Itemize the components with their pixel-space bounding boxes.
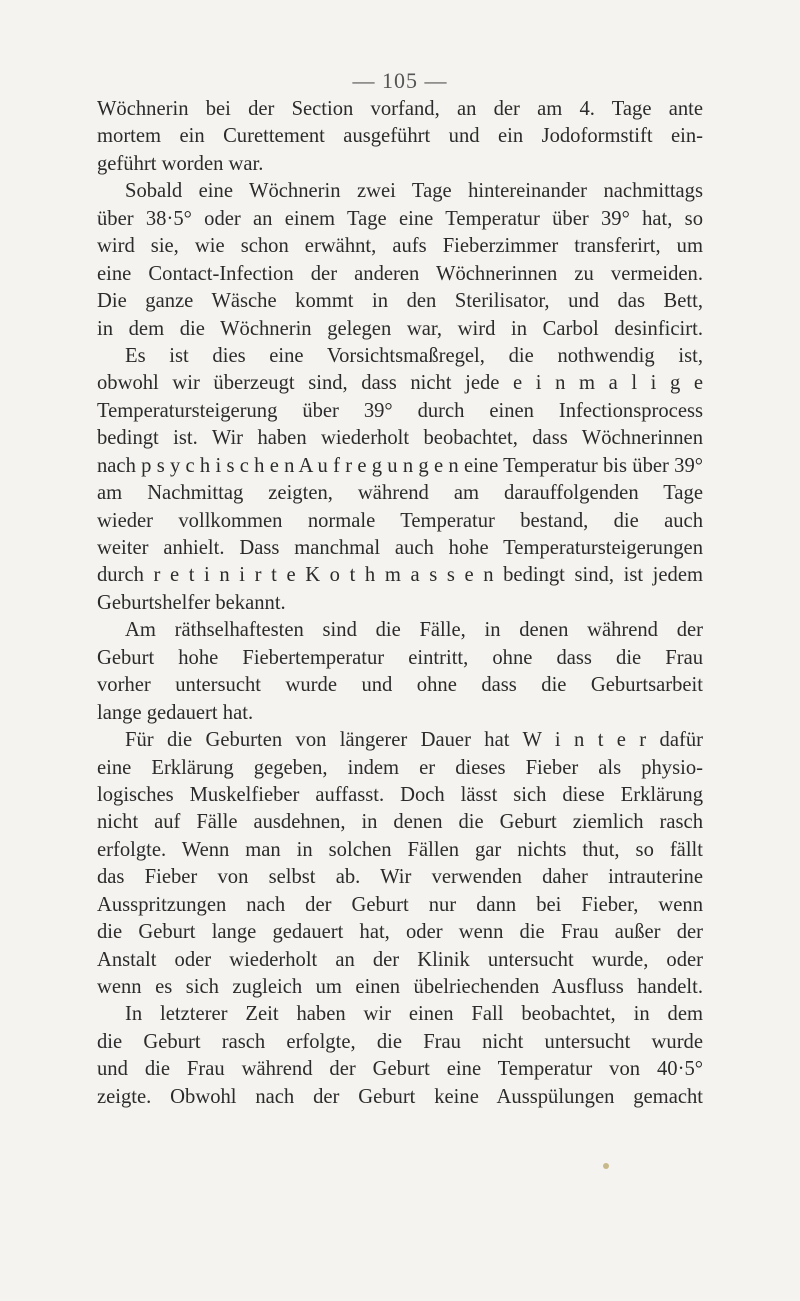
text-line: Wöchnerin bei der Section vorfand, an der am 4. Tage ante xyxy=(97,98,703,120)
text-line: erfolgte. Wenn man in solchen Fällen gar nichts thut, so fällt xyxy=(97,838,703,861)
text-line: Geburtshelfer bekannt. xyxy=(97,591,286,614)
text-line: die Geburt lange gedauert hat, oder wenn die Frau außer der xyxy=(97,921,703,944)
text-line: obwohl wir überzeugt sind, dass nicht jede e i n m a l i g e xyxy=(97,372,703,395)
text-line: Für die Geburten von längerer Dauer hat W i n t e r dafür xyxy=(125,729,703,752)
text-line: mortem ein Curettement ausgeführt und ein Jodoformstift ein- xyxy=(97,125,703,148)
text-line: Am räthselhaftesten sind die Fälle, in denen während der xyxy=(125,619,703,642)
text-line: vorher untersucht wurde und ohne dass die Geburtsarbeit xyxy=(97,674,703,697)
text-line: eine Contact-Infection der anderen Wöchnerinnen zu vermeiden. xyxy=(97,262,703,285)
text-line: das Fieber von selbst ab. Wir verwenden daher intrauterine xyxy=(97,866,703,889)
text-line: wieder vollkommen normale Temperatur bestand, die auch xyxy=(97,509,703,532)
text-line: Ausspritzungen nach der Geburt nur dann bei Fieber, wenn xyxy=(97,893,703,916)
text-line: Anstalt oder wiederholt an der Klinik untersucht wurde, oder xyxy=(97,948,703,971)
text-line: nach p s y c h i s c h e n A u f r e g u n g e n eine Temperatur bis über 39° xyxy=(97,454,703,477)
ink-speck xyxy=(603,1163,609,1169)
text-line: logisches Muskelfieber auffasst. Doch lässt sich diese Erklärung xyxy=(97,783,703,806)
text-line: weiter anhielt. Dass manchmal auch hohe Temperatursteigerungen xyxy=(97,537,703,559)
text-line: wenn es sich zugleich um einen übelriechenden Ausfluss handelt. xyxy=(97,976,703,998)
text-line: in dem die Wöchnerin gelegen war, wird in Carbol desinficirt. xyxy=(97,317,703,340)
text-line: wird sie, wie schon erwähnt, aufs Fieberzimmer transferirt, um xyxy=(97,235,703,258)
text-line: nicht auf Fälle ausdehnen, in denen die Geburt ziemlich rasch xyxy=(97,811,703,834)
text-line: über 38·5° oder an einem Tage eine Temperatur über 39° hat, so xyxy=(97,207,703,230)
text-line: durch r e t i n i r t e K o t h m a s s e n bedingt sind, ist jedem xyxy=(97,564,703,587)
body-text xyxy=(97,96,703,1111)
text-line: lange gedauert hat. xyxy=(97,701,254,724)
text-line: und die Frau während der Geburt eine Temperatur von 40·5° xyxy=(97,1058,703,1081)
text-line: Es ist dies eine Vorsichtsmaßregel, die nothwendig ist, xyxy=(125,344,703,367)
text-line: In letzterer Zeit haben wir einen Fall beobachtet, in dem xyxy=(125,1003,703,1026)
text-line: geführt worden war. xyxy=(97,152,264,175)
text-line: zeigte. Obwohl nach der Geburt keine Ausspülungen gemacht xyxy=(97,1085,703,1108)
text-line: eine Erklärung gegeben, indem er dieses Fieber als physio- xyxy=(97,756,703,779)
text-line: Sobald eine Wöchnerin zwei Tage hintereinander nachmittags xyxy=(125,180,703,203)
text-line: bedingt ist. Wir haben wiederholt beobachtet, dass Wöchnerinnen xyxy=(97,427,703,450)
text-line: Geburt hohe Fiebertemperatur eintritt, ohne dass die Frau xyxy=(97,646,703,669)
text-line: am Nachmittag zeigten, während am darauffolgenden Tage xyxy=(97,482,703,505)
text-line: Temperatursteigerung über 39° durch einen Infectionsprocess xyxy=(97,399,703,422)
page-number: — 105 — xyxy=(352,68,448,93)
text-line: Die ganze Wäsche kommt in den Sterilisator, und das Bett, xyxy=(97,290,703,313)
text-line: die Geburt rasch erfolgte, die Frau nicht untersucht wurde xyxy=(97,1030,703,1053)
